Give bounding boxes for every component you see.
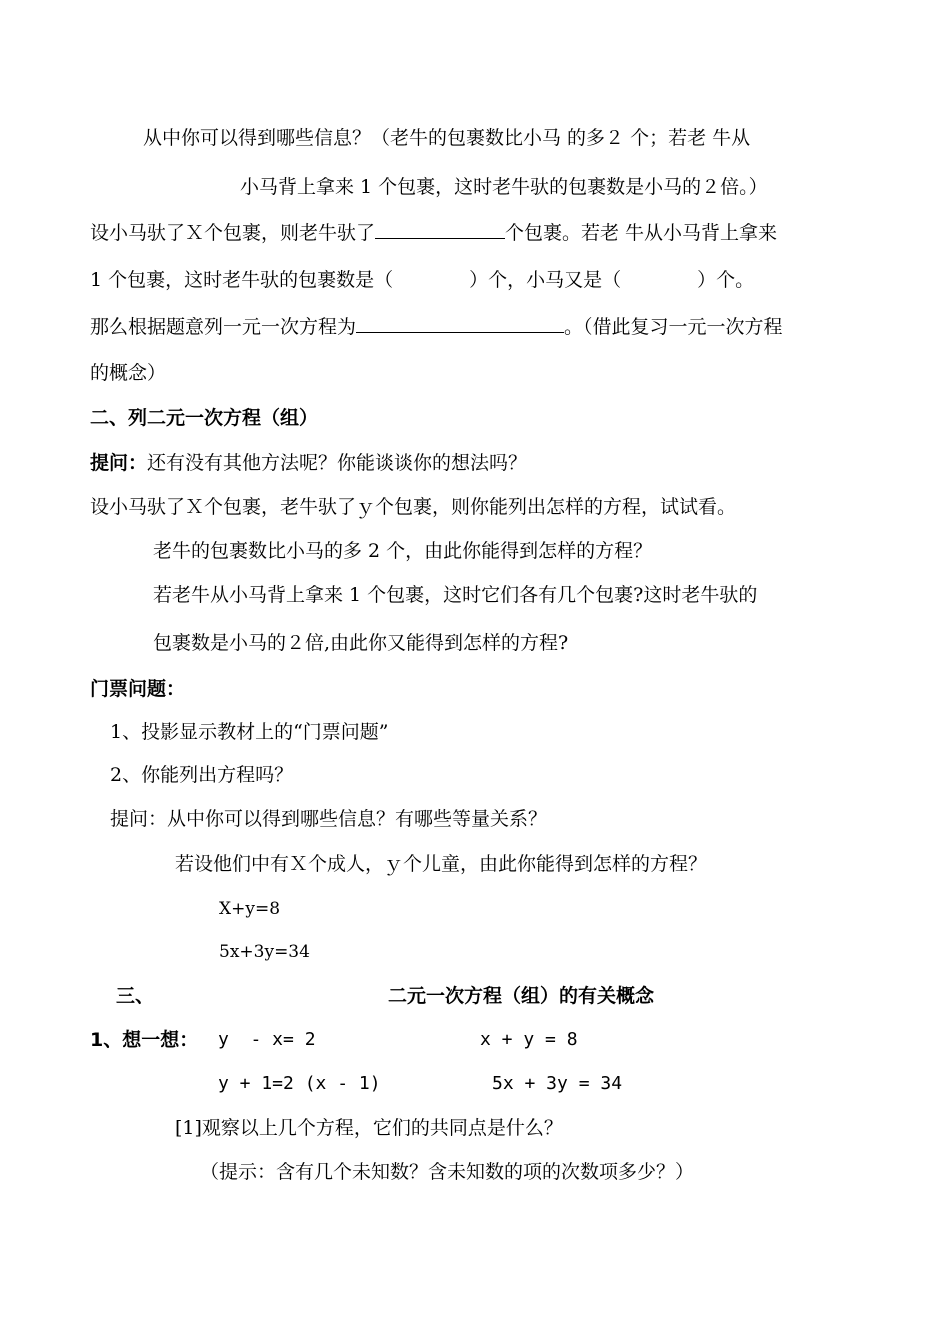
text-line: 若设他们中有Ｘ个成人，ｙ个儿童，由此你能得到怎样的方程？ (175, 853, 708, 875)
text-line: [1]观察以上几个方程，它们的共同点是什么？ (175, 1117, 563, 1139)
text-line: 提问：从中你可以得到哪些信息？有哪些等量关系？ (110, 808, 548, 830)
equation: y + 1=2 (x - 1) (218, 1073, 381, 1094)
equation: 5x+3y=34 (219, 942, 310, 962)
list-item: 2、你能列出方程吗？ (110, 764, 294, 786)
list-item: 1、投影显示教材上的“门票问题” (110, 721, 389, 743)
question-label: 提问： (90, 452, 148, 474)
text-line: 1 个包裹，这时老牛驮的包裹数是（ ）个，小马又是（ ）个。 (90, 269, 755, 291)
section-heading: 二、列二元一次方程（组） (90, 407, 319, 429)
think-label: 1、想一想： (90, 1029, 199, 1051)
section-heading: 二元一次方程（组）的有关概念 (388, 985, 655, 1007)
text-line (90, 451, 527, 475)
equation: y - x= 2 (218, 1029, 316, 1050)
text-segment: 个包裹。若老 牛从小马背上拿来 (505, 222, 778, 244)
text-line: 若老牛从小马背上拿来 1 个包裹，这时它们各有几个包裹?这时老牛驮的 (153, 584, 758, 606)
section-number: 三、 (116, 985, 155, 1007)
text-line: 的概念） (90, 362, 167, 384)
answer-blank (356, 314, 564, 333)
text-line: 包裹数是小马的２倍,由此你又能得到怎样的方程? (153, 632, 569, 654)
equation: X+y=8 (219, 899, 281, 919)
text-line: 设小马驮了Ｘ个包裹，老牛驮了ｙ个包裹，则你能列出怎样的方程，试试看。 (90, 496, 737, 518)
text-segment: 设小马驮了Ｘ个包裹，则老牛驮了 (90, 222, 376, 244)
text-line: 从中你可以得到哪些信息？（老牛的包裹数比小马 的多２ 个；若老 牛从 (143, 127, 751, 149)
equation: 5x + 3y = 34 (492, 1073, 623, 1094)
text-line: （提示：含有几个未知数？含未知数的项的次数项多少？） (200, 1161, 695, 1183)
text-segment: 还有没有其他方法呢？你能谈谈你的想法吗？ (147, 452, 528, 474)
text-line: 小马背上拿来 1 个包裹，这时老牛驮的包裹数是小马的２倍。） (240, 176, 768, 198)
answer-blank (375, 220, 505, 239)
equation: x + y = 8 (480, 1029, 578, 1050)
text-line (90, 220, 777, 245)
text-line (90, 314, 783, 339)
text-line: 老牛的包裹数比小马的多 2 个，由此你能得到怎样的方程？ (153, 540, 653, 562)
text-segment: 。（借此复习一元一次方程 (564, 316, 783, 338)
section-heading: 门票问题： (90, 678, 186, 700)
text-segment: 那么根据题意列一元一次方程为 (90, 316, 357, 338)
